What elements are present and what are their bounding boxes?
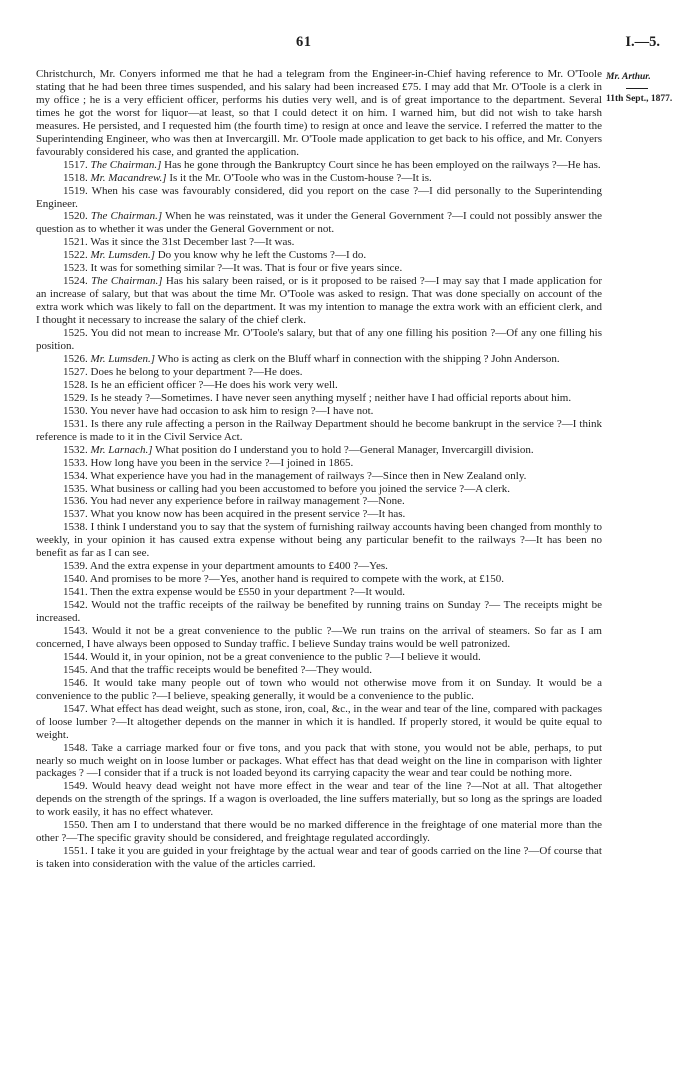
margin-note	[606, 72, 698, 105]
paragraph-text: And promises to be more ?—Yes, another hand is required to compete with the work, at £150.	[89, 573, 504, 586]
question-paragraph	[36, 599, 602, 625]
examiner-name: The Chairman.]	[90, 210, 163, 223]
paragraph-text: You did not mean to increase Mr. O'Toole's salary, but that of any one filling his position ?—Of any one filling his position.	[36, 327, 602, 353]
page-number: 61	[296, 34, 312, 50]
question-number: 1546.	[63, 676, 88, 689]
question-number: 1541.	[63, 586, 88, 599]
question-paragraph	[36, 210, 602, 236]
paragraph-text: Would heavy dead weight not have more effect in the wear and tear of the line ?—Not at all. That altogether depends on the strength of the springs. If a wagon is overloaded, the line suffers materially, but so long as the springs are loaded to work easily, it has no effect whatever.	[36, 780, 602, 819]
question-number: 1545.	[63, 663, 88, 676]
paragraph-text: Was it since the 31st December last ?—It was.	[90, 236, 295, 249]
paragraph-text: Would not the traffic receipts of the railway be benefited by running trains on Sunday ?— The receipts might be increased.	[36, 599, 602, 625]
question-number: 1540.	[63, 573, 88, 586]
question-paragraph	[36, 560, 602, 573]
question-paragraph	[36, 573, 602, 586]
question-number: 1518.	[63, 171, 88, 184]
question-paragraph	[36, 418, 602, 444]
question-number: 1532.	[63, 443, 88, 456]
question-paragraph	[36, 236, 602, 249]
question-paragraph	[36, 353, 602, 366]
question-number: 1524.	[63, 275, 88, 288]
question-number: 1535.	[63, 482, 88, 495]
question-paragraph	[36, 845, 602, 871]
paragraph-text: Would it not be a great convenience to the public ?—We run trains on the arrival of steamers. So far as I am concerned, I have always been opposed to Sunday traffic. I believe Sunday trains would be well patronized.	[36, 624, 602, 650]
paragraph-text: Is he an efficient officer ?—He does his work very well.	[90, 378, 338, 391]
paragraph-text: You had never any experience before in railway management ?—None.	[90, 495, 405, 508]
question-paragraph	[36, 625, 602, 651]
evidence-body	[36, 68, 602, 871]
question-paragraph	[36, 819, 602, 845]
question-paragraph	[36, 444, 602, 457]
examiner-name: Mr. Lumsden.]	[90, 352, 155, 365]
question-number: 1547.	[63, 702, 88, 715]
paragraph-text: Then am I to understand that there would be no marked difference in the freightage of one material more than the other ?—The specific gravity should be considered, and freightage regulated accordingly.	[36, 819, 602, 845]
question-number: 1549.	[63, 780, 88, 793]
paragraph-text: When his case was favourably considered, did you report on the case ?—I did personally to the Superintending Engineer.	[36, 184, 602, 210]
question-number: 1529.	[63, 391, 88, 404]
question-paragraph	[36, 742, 602, 781]
question-number: 1523.	[63, 262, 88, 275]
question-number: 1522.	[63, 249, 88, 262]
question-number: 1544.	[63, 650, 88, 663]
paragraph-text: You never have had occasion to ask him to resign ?—I have not.	[90, 404, 374, 417]
question-number: 1542.	[63, 599, 88, 612]
question-number: 1551.	[63, 845, 88, 858]
question-paragraph	[36, 495, 602, 508]
paragraph-text: I think I understand you to say that the system of furnishing railway accounts having been changed from monthly to weekly, in your opinion it has caused extra expense without being any particular benefit to the railways ?—It has been no benefit as far as I can see.	[36, 521, 603, 560]
paragraph-text: It was for something similar ?—It was. That is four or five years since.	[90, 262, 403, 275]
paragraph-text: And that the traffic receipts would be benefited ?—They would.	[89, 663, 372, 676]
question-paragraph	[36, 185, 602, 211]
question-paragraph	[36, 780, 602, 819]
question-paragraph	[36, 470, 602, 483]
paragraph-text: Do you know why he left the Customs ?—I do.	[157, 249, 367, 262]
paragraph-text: Would it, in your opinion, not be a great convenience to the public ?—I believe it would.	[90, 650, 481, 663]
question-paragraph	[36, 172, 602, 185]
question-paragraph	[36, 275, 602, 327]
question-number: 1526.	[63, 352, 88, 365]
paragraph-text: Is it the Mr. O'Toole who was in the Custom-house ?—It is.	[169, 171, 432, 184]
paragraph-text: What you know now has been acquired in the present service ?—It has.	[90, 508, 406, 521]
question-paragraph	[36, 651, 602, 664]
paragraph-text: What effect has dead weight, such as stone, iron, coal, &c., in the wear and tear of the line, compared with packages of loose lumber ?—It altogether depends on the manner in which it is handled. If properly stored, it would be quite equal to weight.	[36, 702, 602, 741]
question-number: 1528.	[63, 378, 88, 391]
examiner-name: Mr. Lumsden.]	[90, 249, 155, 262]
question-paragraph	[36, 327, 602, 353]
question-number: 1530.	[63, 404, 88, 417]
paragraph-text: And the extra expense in your department amounts to £400 ?—Yes.	[89, 560, 388, 573]
paragraph-text: When he was reinstated, was it under the General Government ?—I could not possibly answer the question as to whether it was under the General Government or not.	[36, 210, 602, 236]
paragraph-continuation	[36, 68, 602, 159]
question-number: 1531.	[63, 417, 88, 430]
question-paragraph	[36, 586, 602, 599]
question-number: 1519.	[63, 184, 88, 197]
question-number: 1548.	[63, 741, 88, 754]
examiner-name: The Chairman.]	[91, 275, 163, 288]
question-paragraph	[36, 379, 602, 392]
paragraph-text: Who is acting as clerk on the Bluff wharf in connection with the shipping ? John Anderson.	[157, 352, 560, 365]
question-paragraph	[36, 483, 602, 496]
question-number: 1521.	[63, 236, 88, 249]
paragraph-text: I take it you are guided in your freightage by the actual wear and tear of goods carried on the line ?—Of course that is taken into consideration with the value of the articles carried.	[36, 845, 602, 871]
question-number: 1537.	[63, 508, 88, 521]
paragraph-text: It would take many people out of town who would not otherwise move from it on Sunday. It would be a convenience to the public ?—I believe, speaking generally, it would be a convenience to the public.	[36, 676, 602, 702]
margin-date: 11th Sept., 1877.	[606, 93, 673, 104]
paragraph-text: Has his salary been raised, or is it proposed to be raised ?—I may say that I made application for an increase of salary, but that was about the time Mr. O'Toole was asked to resign. That was done specially on account of the extra work which was likely to fall on the department. It was my intention to manage the extra work with an efficient clerk, and I thought it necessary to increase the salary of the chief clerk.	[36, 275, 603, 327]
question-paragraph	[36, 508, 602, 521]
question-number: 1550.	[63, 819, 88, 832]
question-number: 1527.	[63, 365, 88, 378]
question-paragraph	[36, 249, 602, 262]
question-paragraph	[36, 405, 602, 418]
paragraph-text: What business or calling had you been accustomed to before you joined the service ?—A clerk.	[90, 482, 511, 495]
paragraph-text: Has he gone through the Bankruptcy Court since he has been employed on the railways ?—He has.	[164, 158, 601, 171]
question-number: 1525.	[63, 327, 88, 340]
question-paragraph	[36, 521, 602, 560]
question-paragraph	[36, 262, 602, 275]
question-number: 1539.	[63, 560, 88, 573]
paragraph-text: How long have you been in the service ?—I joined in 1865.	[90, 456, 354, 469]
question-number: 1534.	[63, 469, 88, 482]
paragraph-text: What position do I understand you to hold ?—General Manager, Invercargill division.	[155, 443, 534, 456]
paper-reference: I.—5.	[625, 34, 660, 50]
question-paragraph	[36, 664, 602, 677]
paragraph-text: Is there any rule affecting a person in the Railway Department should he become bankrupt in the service ?—I think reference is made to it in the Civil Service Act.	[36, 417, 603, 443]
question-number: 1533.	[63, 456, 88, 469]
paragraph-text: Is he steady ?—Sometimes. I have never seen anything myself ; neither have I had official reports about him.	[90, 391, 572, 404]
examiner-name: Mr. Larnach.]	[90, 443, 153, 456]
paragraph-text: Then the extra expense would be £550 in your department ?—It would.	[90, 586, 405, 599]
page-header	[0, 34, 700, 50]
question-paragraph	[36, 392, 602, 405]
paragraph-text: Christchurch, Mr. Conyers informed me that he had a telegram from the Engineer-in-Chief having reference to Mr. O'Toole stating that he had been three times suspended, and his salary had been increased £75. I may add that Mr. O'Toole is a clerk in my office ; he is a very efficient officer, performs his duties very well, and is of great importance to the department. Several times he got the worst for liquor—at least, so that I could detect it on him. I warned him, but did not wish to take harsh measures. He persisted, and I requested him (the fourth time) to resign at once and leave the service. I referred the matter to the Superintending Engineer, who was then at Invercargill. Mr. O'Toole made application to get back to his office, and Mr. Conyers favourably considered his case, and granted the application.	[36, 68, 602, 158]
margin-witness-name: Mr. Arthur.	[606, 72, 651, 82]
margin-rule	[626, 88, 648, 89]
question-number: 1543.	[63, 624, 88, 637]
question-number: 1517.	[63, 158, 88, 171]
examiner-name: The Chairman.]	[90, 158, 162, 171]
paragraph-text: Take a carriage marked four or five tons, and you pack that with stone, you would not be able, perhaps, to put nearly so much weight on in loose lumber or packages. What effect has that dead weight on the line in comparison with lighter packages ? —I consider that if a truck is not loaded beyond its carrying capacity the wear and tear could be nothing more.	[36, 741, 602, 780]
question-paragraph	[36, 677, 602, 703]
examiner-name: Mr. Macandrew.]	[90, 171, 167, 184]
question-paragraph	[36, 159, 602, 172]
question-number: 1538.	[63, 521, 88, 534]
question-number: 1520.	[63, 210, 88, 223]
question-paragraph	[36, 703, 602, 742]
question-paragraph	[36, 457, 602, 470]
paragraph-text: Does he belong to your department ?—He does.	[90, 365, 303, 378]
question-paragraph	[36, 366, 602, 379]
paragraph-text: What experience have you had in the management of railways ?—Since then in New Zealand only.	[90, 469, 527, 482]
question-number: 1536.	[63, 495, 88, 508]
